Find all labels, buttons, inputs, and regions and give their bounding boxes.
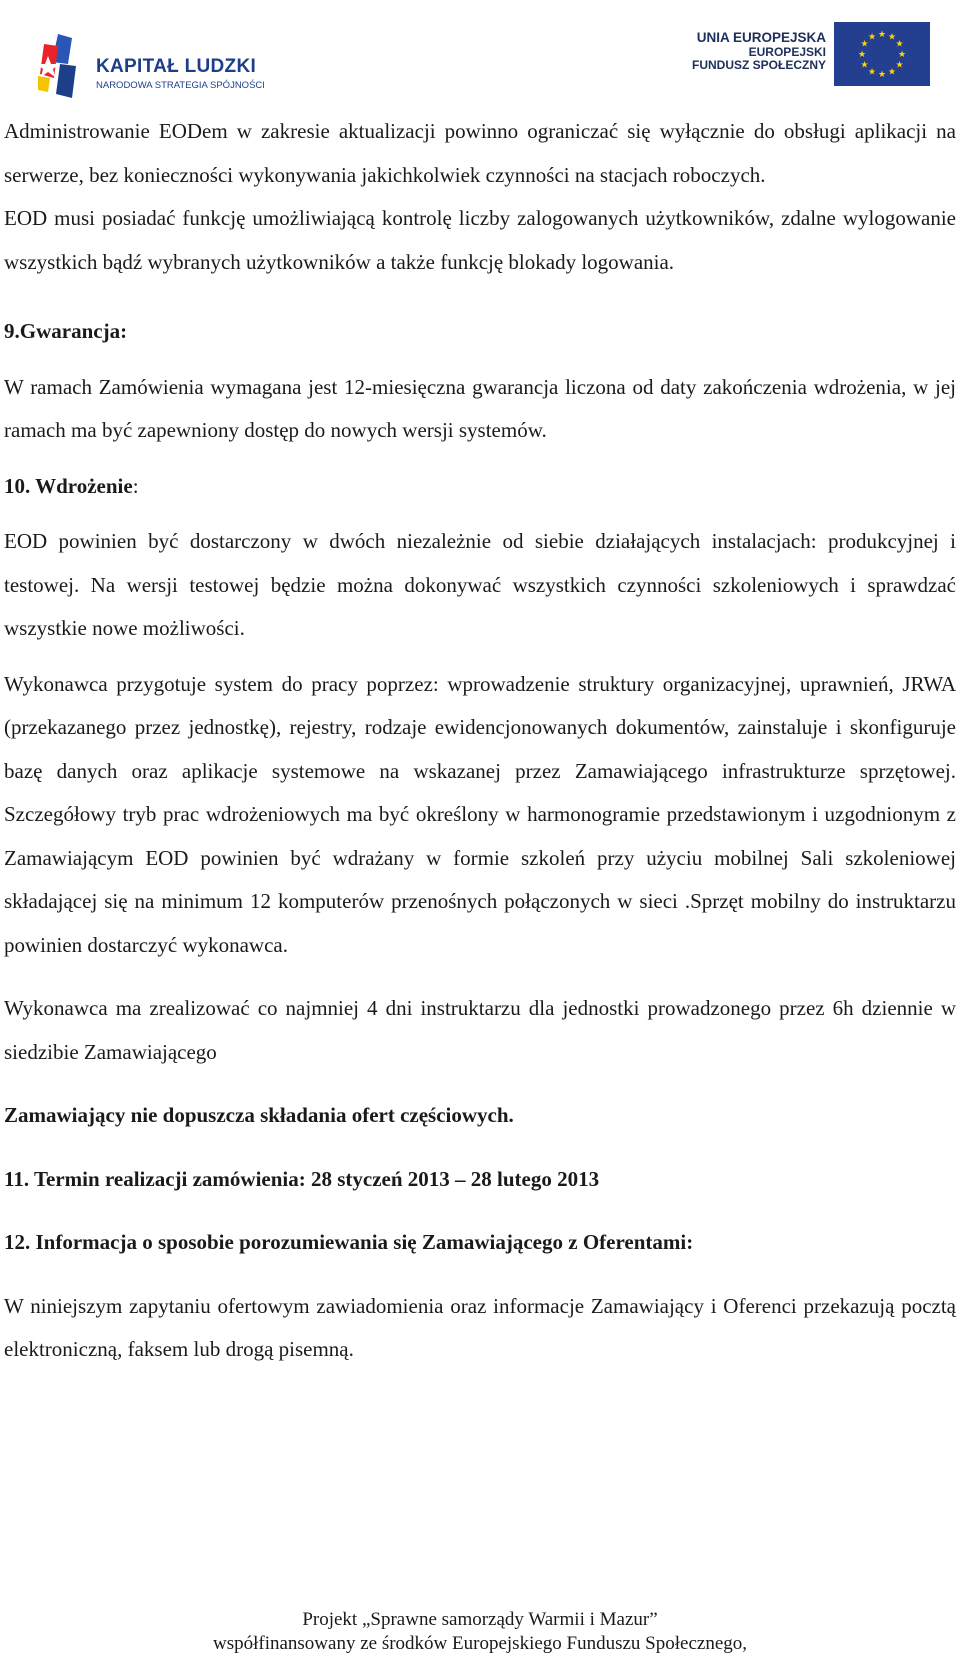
kapital-ludzki-logo xyxy=(38,34,265,104)
svg-text:★: ★ xyxy=(895,60,904,71)
page-header xyxy=(0,0,960,110)
eu-logo-line2: EUROPEJSKI xyxy=(748,44,826,59)
paragraph-installations: EOD powinien być dostarczony w dwóch niezależnie od siebie działających instalacjach: produkcyjnej i testowej. Na wersji testowej będzie można dokonywać wszystkich czynności szkoleniowych i sprawdzać wszystkie nowe możliwości. xyxy=(4,529,956,640)
paragraph-communication: W niniejszym zapytaniu ofertowym zawiadomienia oraz informacje Zamawiający i Oferenci przekazują pocztą elektroniczną, faksem lub drogą pisemną. xyxy=(4,1293,956,1361)
page-footer xyxy=(0,1608,960,1656)
paragraph-contractor-setup: Wykonawca przygotuje system do pracy poprzez: wprowadzenie struktury organizacyjnej, uprawnień, JRWA (przekazanego przez jednostkę), rejestry, rodzaje ewidencjonowanych dokumentów, zainstaluje i skonfiguruje bazę danych oraz aplikacje systemowe na wskazanej przez Zamawiającego infrastrukturze sprzętowej. Szczegółowy tryb prac wdrożeniowych ma być określony w harmonogramie przedstawionym i uzgodnionym z Zamawiającym EOD powinien być wdrażany w formie szkoleń przy użyciu mobilnej Sali szkoleniowej składającej się na minimum 12 komputerów przenośnych połączonych w sieci .Sprzęt mobilny do instruktarzu powinien dostarczyć wykonawca. xyxy=(4,671,956,957)
svg-text:★: ★ xyxy=(867,67,877,78)
heading-communication: 12. Informacja o sposobie porozumiewania się Zamawiającego z Oferentami: xyxy=(4,1230,694,1254)
kapital-ludzki-subtitle: NARODOWA STRATEGIA SPÓJNOŚCI xyxy=(96,80,265,91)
svg-text:★: ★ xyxy=(867,32,877,43)
heading-implementation-colon: : xyxy=(132,473,139,498)
paragraph-login-control: EOD musi posiadać funkcję umożliwiającą kontrolę liczby zalogowanych użytkowników, zdalne wylogowanie wszystkich bądź wybranych użytkowników a także funkcję blokady logowania. xyxy=(4,206,956,274)
footer-project-name: Projekt „Sprawne samorządy Warmii i Mazur” xyxy=(302,1609,658,1630)
paragraph-no-partial-offers: Zamawiający nie dopuszcza składania ofert częściowych. xyxy=(4,1103,514,1127)
svg-text:★: ★ xyxy=(860,60,869,71)
eu-logo-line3: FUNDUSZ SPOŁECZNY xyxy=(691,58,826,73)
svg-text:★: ★ xyxy=(860,39,869,50)
heading-implementation-label: 10. Wdrożenie xyxy=(4,473,133,498)
eu-logo-line1: UNIA EUROPEJSKA xyxy=(696,30,826,45)
footer-cofinancing: współfinansowany ze środków Europejskiego Funduszu Społecznego, xyxy=(212,1633,747,1654)
svg-text:★: ★ xyxy=(895,39,904,50)
paragraph-guarantee: W ramach Zamówienia wymagana jest 12-miesięczna gwarancja liczona od daty zakończenia wdrożenia, w jej ramach ma być zapewniony dostęp do nowych wersji systemów. xyxy=(4,374,956,442)
eu-logo-text xyxy=(692,30,826,73)
paragraph-training-days: Wykonawca ma zrealizować co najmniej 4 dni instruktarzu dla jednostki prowadzonego przez 6h dziennie w siedzibie Zamawiającego xyxy=(4,996,956,1064)
paragraph-administration: Administrowanie EODem w zakresie aktualizacji powinno ograniczać się wyłącznie do obsługi aplikacji na serwerze, bez konieczności wykonywania jakichkolwiek czynności na stacjach roboczych. xyxy=(4,119,956,187)
svg-text:★: ★ xyxy=(877,70,887,80)
kapital-ludzki-logo-icon xyxy=(38,34,90,98)
eu-logo xyxy=(680,22,930,88)
heading-implementation xyxy=(4,465,956,509)
document-body xyxy=(4,110,956,1372)
svg-text:★: ★ xyxy=(897,50,907,60)
eu-flag-icon xyxy=(834,22,930,86)
kapital-ludzki-title: KAPITAŁ LUDZKI xyxy=(96,56,257,77)
heading-deadline: 11. Termin realizacji zamówienia: 28 styczeń 2013 – 28 lutego 2013 xyxy=(4,1166,600,1191)
svg-text:★: ★ xyxy=(877,30,887,40)
svg-text:★: ★ xyxy=(857,50,867,60)
svg-text:★: ★ xyxy=(887,67,897,78)
svg-text:★: ★ xyxy=(887,32,897,43)
heading-guarantee: 9.Gwarancja: xyxy=(4,319,128,343)
